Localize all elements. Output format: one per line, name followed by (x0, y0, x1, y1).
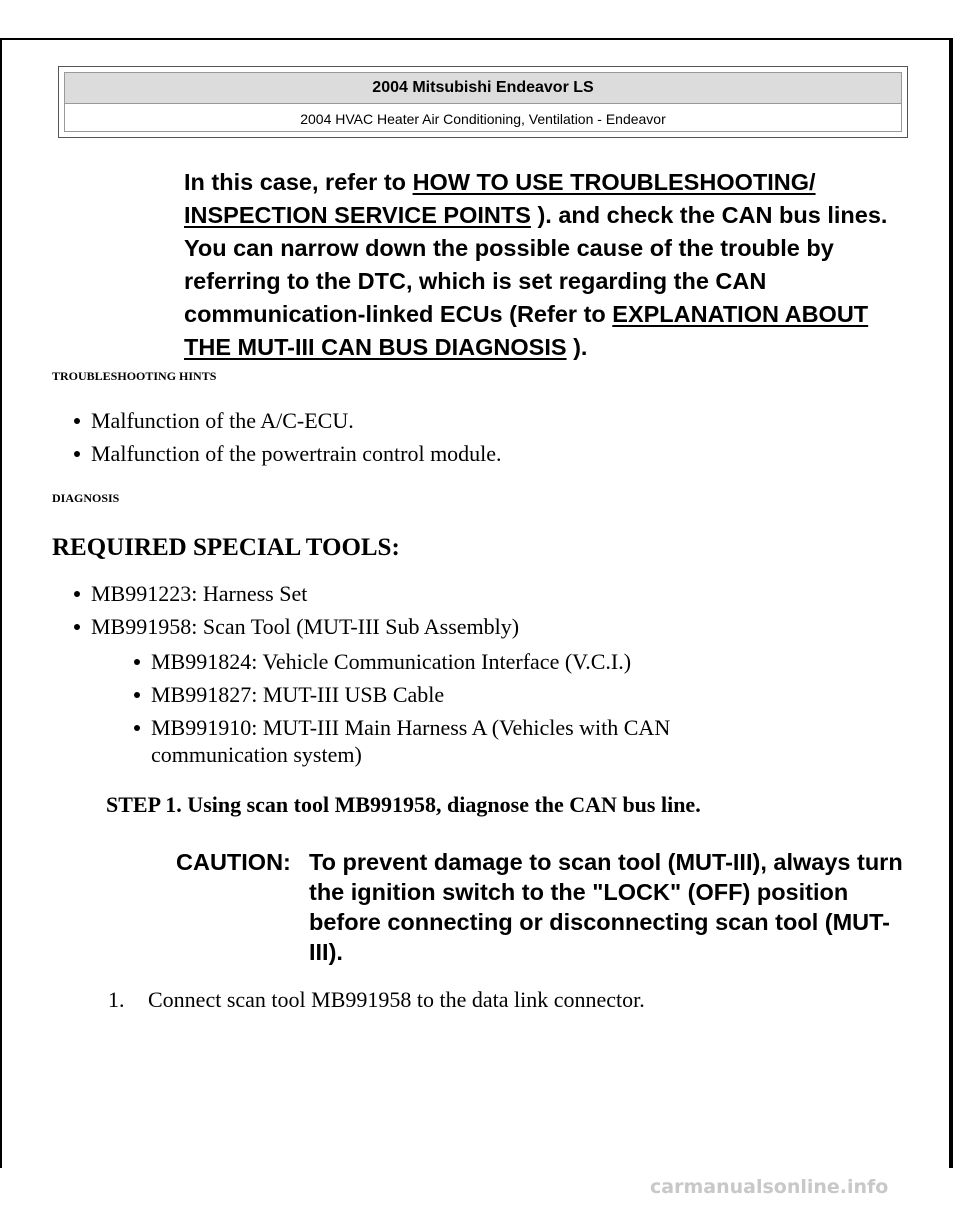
caution-label: CAUTION: (176, 849, 291, 875)
header-subtitle: 2004 HVAC Heater Air Conditioning, Ventilation - Endeavor (300, 111, 666, 127)
list-item: MB991827: MUT-III USB Cable (134, 681, 794, 708)
list-item: MB991910: MUT-III Main Harness A (Vehicles with CAN communication system) (134, 714, 794, 768)
note-suffix: ). (566, 334, 588, 360)
subtools-list (134, 648, 794, 768)
caution-block (176, 847, 916, 967)
note-prefix: In this case, refer to (184, 169, 413, 195)
link-troubleshooting-inspection[interactable]: HOW TO USE TROUBLESHOOTING/ INSPECTION SERVICE POINTS (184, 169, 816, 228)
link-can-bus-diagnosis[interactable]: EXPLANATION ABOUT THE MUT-III CAN BUS DIAGNOSIS (184, 301, 869, 360)
list-item: MB991958: Scan Tool (MUT-III Sub Assembly) (74, 613, 519, 640)
required-tools-heading: REQUIRED SPECIAL TOOLS: (52, 534, 400, 561)
caution-text: To prevent damage to scan tool (MUT-III), always turn the ignition switch to the "LOCK" (OFF) position before connecting or disconnecting scan tool (MUT-III). (309, 849, 903, 965)
step-1-heading: STEP 1. Using scan tool MB991958, diagnose the CAN bus line. (106, 792, 701, 817)
document-header (58, 66, 908, 138)
watermark: carmanualsonline.info (650, 1176, 889, 1198)
step-text: Connect scan tool MB991958 to the data link connector. (148, 987, 645, 1012)
troubleshooting-hints-label: TROUBLESHOOTING HINTS (52, 369, 217, 383)
step-number: 1. (108, 987, 125, 1012)
header-title: 2004 Mitsubishi Endeavor LS (65, 73, 901, 104)
note-middle: ). and check the CAN bus lines. You can narrow down the possible cause of the trouble by referring to the DTC, which is set regarding the CAN communication-linked ECUs (Refer to (184, 202, 888, 327)
step-1-instructions (108, 987, 645, 1013)
tools-list (74, 580, 519, 640)
list-item: MB991824: Vehicle Communication Interface (V.C.I.) (134, 648, 794, 675)
diagnosis-label: DIAGNOSIS (52, 491, 120, 505)
list-item (108, 987, 645, 1013)
list-item: Malfunction of the powertrain control module. (74, 440, 502, 467)
list-item: MB991223: Harness Set (74, 580, 519, 607)
reference-note (184, 166, 904, 364)
troubleshooting-hints-list (74, 407, 502, 467)
list-item: Malfunction of the A/C-ECU. (74, 407, 502, 434)
